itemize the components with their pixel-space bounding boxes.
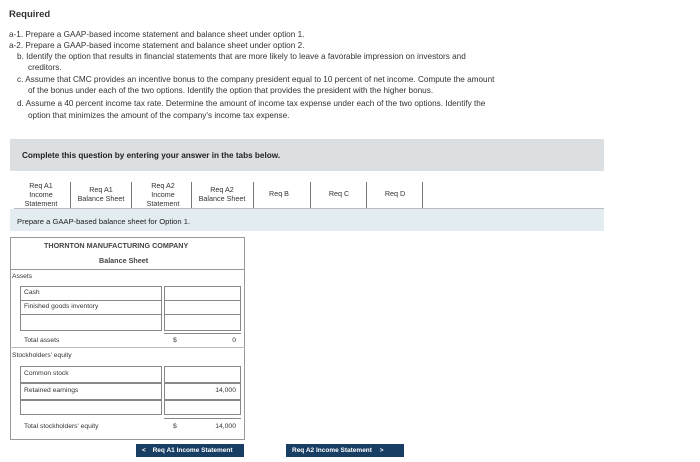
total-equity-label: Total stockholders' equity bbox=[24, 423, 99, 430]
tab-line-1: Req A2 bbox=[151, 181, 175, 190]
instruction-text: Assume a 40 percent income tax rate. Determine the amount of income tax expense under each of the two options. Identify the bbox=[25, 99, 486, 108]
tab-divider bbox=[70, 182, 71, 208]
page-title: Required bbox=[9, 9, 51, 20]
blank-label-input[interactable] bbox=[20, 314, 162, 331]
tab-divider bbox=[253, 182, 254, 208]
tab-line-1: Req A2 bbox=[210, 185, 234, 194]
instruction-a1 bbox=[9, 30, 304, 40]
instruction-text: Prepare a GAAP-based income statement and balance sheet under option 1. bbox=[25, 30, 305, 39]
cash-amount-input[interactable] bbox=[164, 286, 241, 301]
tab-line-2: Income bbox=[151, 190, 175, 199]
total-assets-currency: $ bbox=[173, 337, 177, 344]
instruction-text: Identify the option that results in financial statements that are more likely to leave a favorable impression on investors and bbox=[26, 52, 466, 61]
tab-req-a2-balance-sheet[interactable] bbox=[192, 185, 252, 203]
instruction-b bbox=[17, 52, 466, 62]
prev-tab-label: Req A1 Income Statement bbox=[152, 447, 233, 454]
total-equity-value: 14,000 bbox=[215, 423, 236, 430]
company-name: THORNTON MANUFACTURING COMPANY bbox=[44, 241, 189, 250]
instruction-text: Assume that CMC provides an incentive bonus to the company president equal to 10 percent of net income. Compute the amount bbox=[25, 75, 495, 84]
common-stock-label: Common stock bbox=[24, 370, 69, 377]
blank-amount-input[interactable] bbox=[164, 314, 241, 331]
tab-line-1: Req A1 bbox=[89, 185, 113, 194]
next-tab-label: Req A2 Income Statement bbox=[292, 447, 372, 454]
tab-req-a1-balance-sheet[interactable] bbox=[72, 185, 130, 203]
total-assets-value: 0 bbox=[232, 337, 236, 344]
cash-label: Cash bbox=[24, 289, 40, 296]
blank-equity-label-input[interactable] bbox=[20, 400, 162, 415]
tab-divider bbox=[131, 182, 132, 208]
common-stock-amount-input[interactable] bbox=[164, 366, 241, 383]
assets-heading: Assets bbox=[12, 273, 33, 280]
tab-divider bbox=[191, 182, 192, 208]
prev-tab-button[interactable] bbox=[136, 444, 244, 457]
section-rule bbox=[10, 347, 245, 348]
inventory-amount-input[interactable] bbox=[164, 300, 241, 315]
tab-line-3: Statement bbox=[146, 199, 180, 208]
instruction-a2 bbox=[9, 41, 304, 51]
tab-line-2: Balance Sheet bbox=[77, 194, 125, 203]
instruction-text: Prepare a GAAP-based income statement and balance sheet under option 2. bbox=[25, 41, 305, 50]
tab-divider bbox=[422, 182, 423, 208]
chevron-left-icon: < bbox=[142, 447, 146, 454]
blank-equity-amount-input[interactable] bbox=[164, 400, 241, 415]
equity-heading: Stockholders' equity bbox=[12, 352, 72, 359]
sheet-subtitle: Balance Sheet bbox=[99, 256, 149, 265]
instruction-d bbox=[17, 99, 485, 109]
total-assets-label: Total assets bbox=[24, 337, 60, 344]
tab-line-1: Req A1 bbox=[29, 181, 53, 190]
instruction-tag: a-1. bbox=[9, 30, 24, 39]
total-equity-currency: $ bbox=[173, 423, 177, 430]
tab-req-b[interactable]: Req B bbox=[269, 189, 289, 198]
retained-earnings-label: Retained earnings bbox=[24, 387, 79, 394]
tab-line-2: Income bbox=[29, 190, 53, 199]
chevron-right-icon: > bbox=[379, 447, 384, 454]
header-rule bbox=[10, 269, 245, 270]
instruction-c bbox=[17, 75, 494, 85]
inventory-label: Finished goods inventory bbox=[24, 303, 99, 310]
tab-line-3: Statement bbox=[24, 199, 58, 208]
tab-req-d[interactable]: Req D bbox=[384, 189, 406, 198]
retained-earnings-value: 14,000 bbox=[215, 387, 236, 394]
prompt-text: Prepare a GAAP-based balance sheet for Option 1. bbox=[17, 217, 191, 226]
tab-divider bbox=[366, 182, 367, 208]
tab-req-c[interactable]: Req C bbox=[328, 189, 350, 198]
instruction-tag: d. bbox=[17, 99, 24, 108]
instruction-tag: a-2. bbox=[9, 41, 24, 50]
total-rule bbox=[164, 333, 241, 334]
instruction-tag: c. bbox=[17, 75, 24, 84]
instruction-c-cont: of the bonus under each of the two options. Identify the option that provides the president with the higher bonus. bbox=[28, 86, 434, 95]
tab-line-2: Balance Sheet bbox=[198, 194, 246, 203]
instruction-banner-text: Complete this question by entering your answer in the tabs below. bbox=[22, 151, 281, 160]
instruction-tag: b. bbox=[17, 52, 24, 61]
next-tab-button[interactable] bbox=[286, 444, 404, 457]
tab-req-a1-income-statement[interactable] bbox=[14, 181, 68, 208]
instruction-b-cont: creditors. bbox=[28, 63, 62, 72]
cash-label-cell bbox=[20, 286, 162, 301]
instruction-d-cont: option that minimizes the amount of the company's income tax expense. bbox=[28, 111, 290, 120]
total-rule bbox=[164, 418, 241, 419]
tab-divider bbox=[310, 182, 311, 208]
tab-req-a2-income-statement[interactable] bbox=[136, 181, 190, 208]
